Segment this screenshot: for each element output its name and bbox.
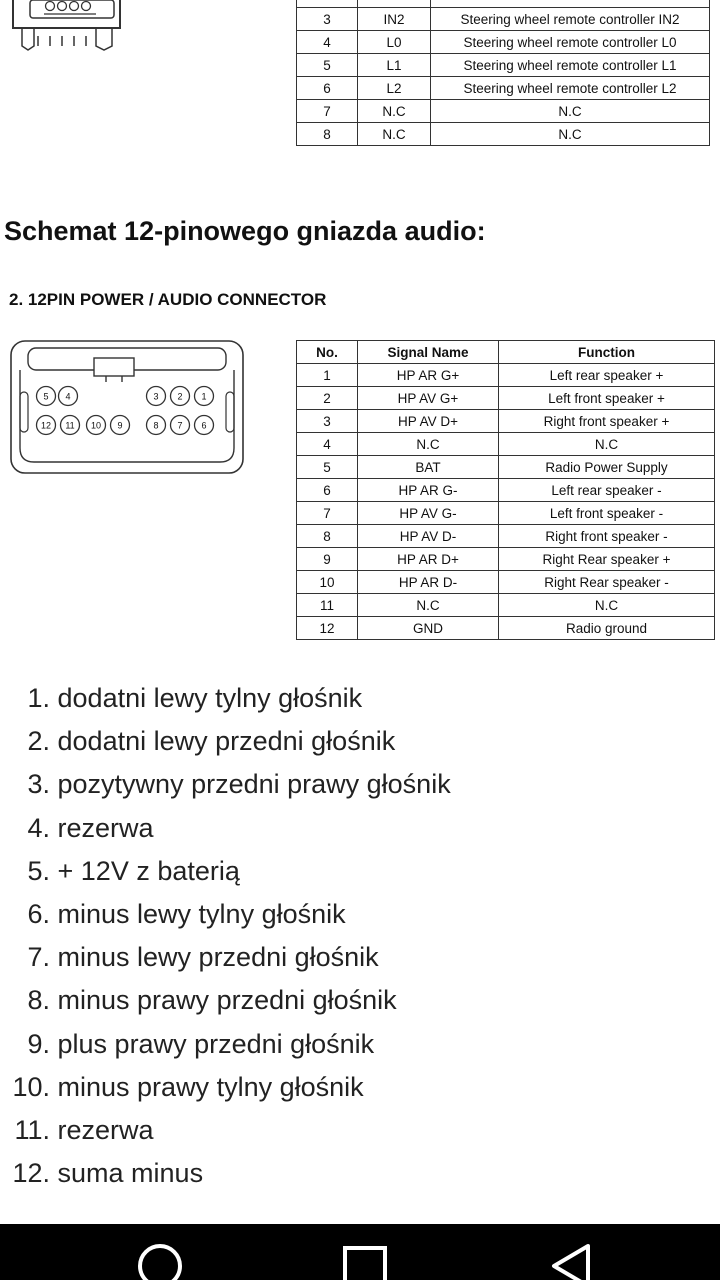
audio-pin-table xyxy=(296,340,715,640)
connector-pin-label: 4 xyxy=(65,391,71,402)
list-item-text: + 12V z baterią xyxy=(57,855,240,886)
cell-function: Left front speaker + xyxy=(499,387,715,410)
cell-signal: N.C xyxy=(358,433,499,456)
page-heading: Schemat 12-pinowego gniazda audio: xyxy=(4,216,486,246)
table-row xyxy=(297,502,715,525)
connector-pin-label: 9 xyxy=(117,420,123,431)
table-header-row xyxy=(297,341,715,364)
column-header-no: No. xyxy=(297,341,358,364)
table-row xyxy=(297,364,715,387)
cell-signal: HP AR D- xyxy=(358,571,499,594)
cell-no: 9 xyxy=(297,548,358,571)
cell-function: Right Rear speaker - xyxy=(499,571,715,594)
list-item-number: 12. xyxy=(12,1158,50,1189)
list-item xyxy=(0,893,451,936)
list-item xyxy=(0,1152,451,1195)
cell-function: Left rear speaker - xyxy=(499,479,715,502)
recents-button[interactable] xyxy=(335,1238,395,1280)
list-item xyxy=(0,1066,451,1109)
list-item xyxy=(0,1023,451,1066)
list-item-text: dodatni lewy tylny głośnik xyxy=(57,683,363,713)
table-row: 6 L2 Steering wheel remote controller L2 xyxy=(297,77,710,100)
table-row xyxy=(297,387,715,410)
list-item-text: rezerwa xyxy=(57,812,154,843)
cell-signal: GND xyxy=(358,617,499,640)
list-item-number: 4. xyxy=(27,812,50,843)
cell-signal: HP AV G- xyxy=(358,502,499,525)
connector-pin-label: 3 xyxy=(153,391,159,402)
table-row xyxy=(297,456,715,479)
table-row: 7 N.C N.C xyxy=(297,100,710,123)
table-row xyxy=(297,479,715,502)
list-item-number: 5. xyxy=(27,855,50,886)
table-row xyxy=(297,548,715,571)
cell-no: 10 xyxy=(297,571,358,594)
connector-pin-label: 8 xyxy=(153,420,159,431)
table-row xyxy=(297,594,715,617)
cell-function: Left rear speaker + xyxy=(499,364,715,387)
table-row: 3 IN2 Steering wheel remote controller IN2 xyxy=(297,8,710,31)
connector-bottom-pins xyxy=(37,416,214,435)
list-item-text: rezerwa xyxy=(57,1114,154,1145)
column-header-signal: Signal Name xyxy=(358,341,499,364)
table-row xyxy=(297,410,715,433)
list-item-number: 6. xyxy=(27,898,50,929)
cell-no: 6 xyxy=(297,479,358,502)
list-item-text: suma minus xyxy=(57,1158,204,1189)
table-row xyxy=(297,433,715,456)
connector-pin-label: 10 xyxy=(90,420,102,431)
steering-pin-table xyxy=(296,0,710,146)
audio-connector-diagram xyxy=(10,340,246,476)
cell-no: 3 xyxy=(297,410,358,433)
table-row: 5 L1 Steering wheel remote controller L1 xyxy=(297,54,710,77)
list-item-text: minus lewy tylny głośnik xyxy=(57,898,346,929)
back-button[interactable] xyxy=(540,1238,600,1280)
list-item xyxy=(0,979,451,1022)
cell-signal: HP AR G+ xyxy=(358,364,499,387)
cell-no: 11 xyxy=(297,594,358,617)
cell-no: 4 xyxy=(297,433,358,456)
cell-function: Right front speaker - xyxy=(499,525,715,548)
steering-connector-diagram xyxy=(8,0,128,60)
list-item xyxy=(0,850,451,893)
list-item-number: 11. xyxy=(14,1114,50,1145)
list-item xyxy=(0,936,451,979)
cell-signal: HP AR G- xyxy=(358,479,499,502)
cell-function: N.C xyxy=(499,433,715,456)
table-row: 4 L0 Steering wheel remote controller L0 xyxy=(297,31,710,54)
cell-signal: N.C xyxy=(358,594,499,617)
connector-pin-label: 6 xyxy=(201,420,207,431)
table-row: 8 N.C N.C xyxy=(297,123,710,146)
list-item-number: 8. xyxy=(27,985,50,1016)
cell-signal: HP AR D+ xyxy=(358,548,499,571)
pin-description-list xyxy=(0,677,451,1195)
list-item-text: dodatni lewy przedni głośnik xyxy=(57,726,396,757)
connector-pin-label: 5 xyxy=(43,391,49,402)
cell-signal: HP AV D+ xyxy=(358,410,499,433)
cell-no: 2 xyxy=(297,387,358,410)
list-item-text: plus prawy przedni głośnik xyxy=(57,1028,375,1059)
list-item-text: minus lewy przedni głośnik xyxy=(57,942,379,973)
connector-pin-label: 12 xyxy=(40,420,52,431)
connector-pin-label: 1 xyxy=(201,391,207,402)
table-row xyxy=(297,525,715,548)
cell-function: Right Rear speaker + xyxy=(499,548,715,571)
cell-no: 1 xyxy=(297,364,358,387)
cell-no: 7 xyxy=(297,502,358,525)
connector-pin-label: 2 xyxy=(177,391,183,402)
list-item-number: 1. xyxy=(27,683,50,713)
home-button[interactable] xyxy=(131,1238,191,1280)
home-circle-icon xyxy=(131,1238,191,1280)
table-row xyxy=(297,571,715,594)
table-row xyxy=(297,617,715,640)
connector-pin-label: 11 xyxy=(65,420,75,431)
cell-signal: HP AV G+ xyxy=(358,387,499,410)
column-header-function: Function xyxy=(499,341,715,364)
list-item xyxy=(0,807,451,850)
list-item-text: pozytywny przedni prawy głośnik xyxy=(57,769,451,800)
recents-square-icon xyxy=(335,1238,395,1280)
cell-function: Radio Power Supply xyxy=(499,456,715,479)
cell-no: 12 xyxy=(297,617,358,640)
cell-function: N.C xyxy=(499,594,715,617)
cell-function: Radio ground xyxy=(499,617,715,640)
cell-no: 8 xyxy=(297,525,358,548)
list-item xyxy=(0,677,451,720)
list-item-number: 7. xyxy=(27,942,50,973)
list-item-number: 2. xyxy=(27,726,50,757)
list-item-text: minus prawy przedni głośnik xyxy=(57,985,397,1016)
connector-pin-label: 7 xyxy=(177,420,183,431)
table-row xyxy=(297,0,710,8)
list-item-number: 10. xyxy=(12,1071,50,1102)
list-item xyxy=(0,720,451,763)
cell-no: 5 xyxy=(297,456,358,479)
list-item xyxy=(0,763,451,806)
cell-function: Left front speaker - xyxy=(499,502,715,525)
list-item-number: 3. xyxy=(27,769,50,800)
cell-function: Right front speaker + xyxy=(499,410,715,433)
cell-signal: BAT xyxy=(358,456,499,479)
list-item xyxy=(0,1109,451,1152)
list-item-text: minus prawy tylny głośnik xyxy=(57,1071,364,1102)
system-navigation-bar xyxy=(0,1224,720,1280)
list-item-number: 9. xyxy=(27,1028,50,1059)
back-triangle-icon xyxy=(540,1238,600,1280)
cell-signal: HP AV D- xyxy=(358,525,499,548)
connector-subheading: 2. 12PIN POWER / AUDIO CONNECTOR xyxy=(9,290,327,309)
